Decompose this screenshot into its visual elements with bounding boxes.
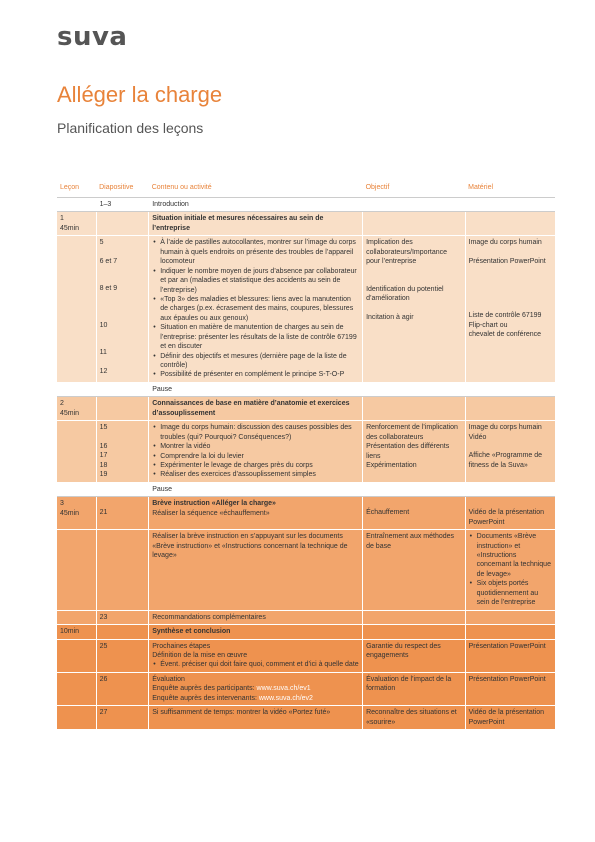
material-cell: Vidéo de la présentation PowerPoint	[465, 706, 555, 730]
table-row-synthesis-title	[57, 625, 555, 639]
slide-number: 27	[96, 706, 149, 730]
lesson-title: Synthèse et conclusion	[149, 625, 363, 639]
slide-number: 26	[96, 672, 149, 705]
table-row-lesson2-body	[57, 421, 555, 483]
lesson-title: Brève instruction «Alléger la charge»	[152, 500, 276, 508]
table-row-intro	[57, 198, 555, 212]
list-item: • Image du corps humain: discussion des causes possibles des troubles (qui? Pourquoi? Conséquences?)	[160, 423, 359, 442]
objective-cell: Reconnaître des situations et «sourire»	[363, 706, 466, 730]
list-item: • Montrer la vidéo	[160, 442, 359, 451]
list-item: • Six objets portés quotidiennement au sein de l’entreprise	[477, 579, 552, 607]
table-row-synthesis-c	[57, 706, 555, 730]
content-cell	[149, 421, 363, 483]
table-row-lesson2-title	[57, 397, 555, 421]
content-cell: Prochaines étapes Définition de la mise en œuvre • Évent. préciser qui doit faire quoi, comment et d’ici à quelle date	[149, 639, 363, 672]
content-cell: Introduction	[149, 198, 363, 212]
header-content: Contenu ou activité	[149, 181, 363, 198]
content-cell: Recommandations complémentaires	[149, 610, 363, 624]
lesson-duration: 10min	[57, 625, 96, 639]
material-cell: Image du corps humain Vidéo Affiche «Programme de fitness de la Suva»	[465, 421, 555, 483]
table-row-lesson1-title	[57, 212, 555, 236]
slide-numbers: 5 6 et 7 8 et 9 10 11 12	[96, 236, 149, 383]
lesson-title: Connaissances de base en matière d’anatomie et exercices d’assouplissement	[149, 397, 363, 421]
content-cell: Brève instruction «Alléger la charge» Réaliser la séquence «échauffement»	[149, 497, 363, 530]
page-title: Alléger la charge	[57, 82, 223, 107]
table-row-pause	[57, 482, 555, 496]
pause-label: Pause	[149, 382, 363, 396]
list-item: • Comprendre la loi du levier	[160, 452, 359, 461]
list-item: • «Top 3» des maladies et blessures: liens avec la manutention de charges (p.ex. écrasement des mains, coupures, blessures aux épaules ou aux genoux)	[160, 295, 359, 323]
slide-number: 1–3	[96, 198, 149, 212]
list-item: • Réaliser des exercices d’assouplissement simples	[160, 470, 359, 479]
list-item: • Définir des objectifs et mesures (dernière page de la liste de contrôle)	[160, 352, 359, 371]
slide-number: 23	[96, 610, 149, 624]
material-cell	[465, 530, 555, 611]
content-cell: Réaliser la brève instruction en s’appuyant sur les documents «Brève instruction» et «Instructions concernant la technique de levage»	[149, 530, 363, 611]
material-cell: Présentation PowerPoint	[465, 639, 555, 672]
objective-cell: Entraînement aux méthodes de base	[363, 530, 466, 611]
table-row-pause	[57, 382, 555, 396]
table-row-synthesis-a	[57, 639, 555, 672]
list-item: • Expérimenter le levage de charges près du corps	[160, 461, 359, 470]
material-cell: Présentation PowerPoint	[465, 672, 555, 705]
header-material: Matériel	[465, 181, 555, 198]
lesson-number: 2 45min	[57, 397, 96, 421]
objective-cell: Évaluation de l’impact de la formation	[363, 672, 466, 705]
table-header-row	[57, 181, 555, 198]
suva-logo: suva	[57, 22, 128, 52]
material-cell: Vidéo de la présentation PowerPoint	[465, 497, 555, 530]
table-row-synthesis-b	[57, 672, 555, 705]
lesson-plan-table	[57, 181, 555, 730]
pause-label: Pause	[149, 482, 363, 496]
evaluation-link-instructors[interactable]: www.suva.ch/ev2	[258, 694, 313, 702]
table-row-lesson3-a	[57, 497, 555, 530]
list-item: • Documents «Brève instruction» et «Instructions concernant la technique de levage»	[477, 532, 552, 579]
list-item: • Évent. préciser qui doit faire quoi, comment et d’ici à quelle date	[160, 660, 359, 669]
list-item: • Possibilité de présenter en complément le principe S-T-O-P	[160, 370, 359, 379]
header-objective: Objectif	[363, 181, 466, 198]
content-cell: Si suffisamment de temps: montrer la vidéo «Portez futé»	[149, 706, 363, 730]
evaluation-link-participants[interactable]: www.suva.ch/ev1	[256, 685, 311, 693]
content-cell: Évaluation Enquête auprès des participants: www.suva.ch/ev1 Enquête auprès des intervenants: www.suva.ch/ev2	[149, 672, 363, 705]
material-cell: Image du corps humain Présentation PowerPoint Liste de contrôle 67199 Flip-chart ou chevalet de conférence	[465, 236, 555, 383]
table-row-lesson3-c	[57, 610, 555, 624]
list-item: • Situation en matière de manutention de charges au sein de l’entreprise: présenter les résultats de la liste de contrôle 67199 et en discuter	[160, 323, 359, 351]
slide-numbers: 15 16 17 18 19	[96, 421, 149, 483]
table-row-lesson1-body	[57, 236, 555, 383]
table-row-lesson3-b	[57, 530, 555, 611]
list-item: • À l’aide de pastilles autocollantes, montrer sur l’image du corps humain à quels endroits on présente des troubles de l’appareil locomoteur	[160, 238, 359, 266]
slide-number: 25	[96, 639, 149, 672]
objective-cell: Échauffement	[363, 497, 466, 530]
lesson-number: 1 45min	[57, 212, 96, 236]
slide-number: 21	[96, 497, 149, 530]
objective-cell: Garantie du respect des engagements	[363, 639, 466, 672]
header-lesson: Leçon	[57, 181, 96, 198]
objective-cell: Implication des collaborateurs/Importance pour l’entreprise Identification du potentiel d’amélioration Incitation à agir	[363, 236, 466, 383]
objective-cell: Renforcement de l’implication des collaborateurs Présentation des différents liens Expérimentation	[363, 421, 466, 483]
content-cell	[149, 236, 363, 383]
page-subtitle: Planification des leçons	[57, 120, 204, 136]
list-item: • Indiquer le nombre moyen de jours d’absence par collaborateur et par an (maladies et statistique des accidents au sein de l’entreprise)	[160, 267, 359, 295]
lesson-number: 3 45min	[57, 497, 96, 530]
header-slide: Diapositive	[96, 181, 149, 198]
lesson-title: Situation initiale et mesures nécessaires au sein de l’entreprise	[149, 212, 363, 236]
